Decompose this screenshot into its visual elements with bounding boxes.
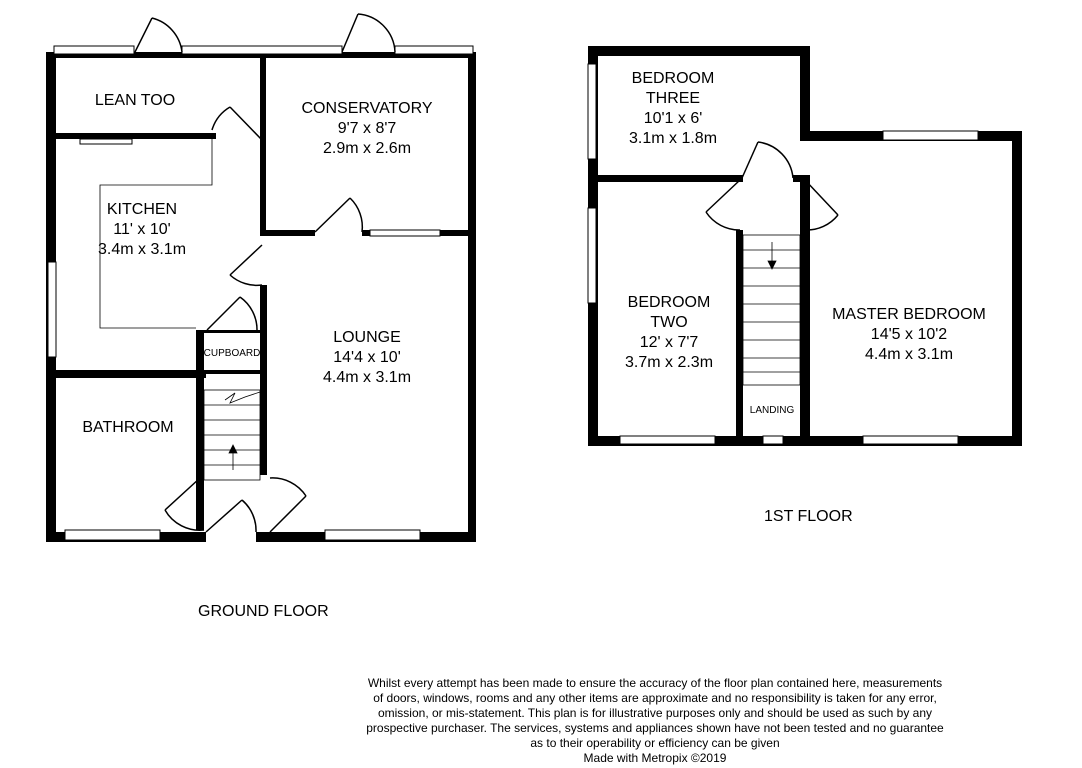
first-floor-stairs xyxy=(743,235,800,385)
disclaimer-line: prospective purchaser. The services, systems and appliances shown have not been tested and no guarantee xyxy=(366,721,944,735)
ground-floor-plan xyxy=(46,14,476,542)
lean-too-label: LEAN TOO xyxy=(94,92,176,109)
first-floor-plan xyxy=(588,46,1022,446)
disclaimer-line: omission, or mis-statement. This plan is for illustrative purposes only and should be used as such by any xyxy=(377,706,933,720)
bedroom-three-size-imperial: 10'1 x 6' xyxy=(643,110,703,127)
bedroom-two-label-line1: BEDROOM xyxy=(627,294,711,311)
bedroom-two-label-line2: TWO xyxy=(650,314,688,331)
kitchen-size-imperial: 11' x 10' xyxy=(113,221,171,238)
bedroom-two-size-metric: 3.7m x 2.3m xyxy=(624,354,714,371)
bedroom-two-size-imperial: 12' x 7'7 xyxy=(639,334,699,351)
lounge-label: LOUNGE xyxy=(333,329,401,346)
ground-floor-title: GROUND FLOOR xyxy=(198,603,329,620)
cupboard-label: CUPBOARD xyxy=(203,348,261,359)
disclaimer-line: Whilst every attempt has been made to ensure the accuracy of the floor plan contained here, measurements xyxy=(367,676,943,690)
disclaimer-line: as to their operability or efficiency can be given xyxy=(530,736,780,750)
master-bedroom-label: MASTER BEDROOM xyxy=(832,306,986,323)
disclaimer-credit: Made with Metropix ©2019 xyxy=(583,751,727,765)
disclaimer-line: of doors, windows, rooms and any other items are approximate and no responsibility is taken for any error, xyxy=(373,691,937,705)
ground-floor-stairs xyxy=(204,390,260,480)
first-floor-doors xyxy=(706,142,838,230)
ground-floor-walls xyxy=(46,52,476,542)
conservatory-size-metric: 2.9m x 2.6m xyxy=(322,140,412,157)
lounge-size-metric: 4.4m x 3.1m xyxy=(322,369,412,386)
bathroom-label: BATHROOM xyxy=(82,419,174,436)
conservatory-size-imperial: 9'7 x 8'7 xyxy=(337,120,397,137)
first-floor-title: 1ST FLOOR xyxy=(764,508,853,525)
master-bedroom-size-imperial: 14'5 x 10'2 xyxy=(870,326,948,343)
landing-label: LANDING xyxy=(749,405,795,416)
bedroom-three-size-metric: 3.1m x 1.8m xyxy=(628,130,718,147)
bedroom-three-label-line2: THREE xyxy=(645,90,701,107)
kitchen-size-metric: 3.4m x 3.1m xyxy=(97,241,187,258)
bedroom-three-label-line1: BEDROOM xyxy=(631,70,715,87)
master-bedroom-size-metric: 4.4m x 3.1m xyxy=(864,346,954,363)
kitchen-label: KITCHEN xyxy=(106,201,178,218)
lounge-size-imperial: 14'4 x 10' xyxy=(333,349,401,366)
disclaimer-text xyxy=(330,676,980,766)
conservatory-label: CONSERVATORY xyxy=(301,100,433,117)
